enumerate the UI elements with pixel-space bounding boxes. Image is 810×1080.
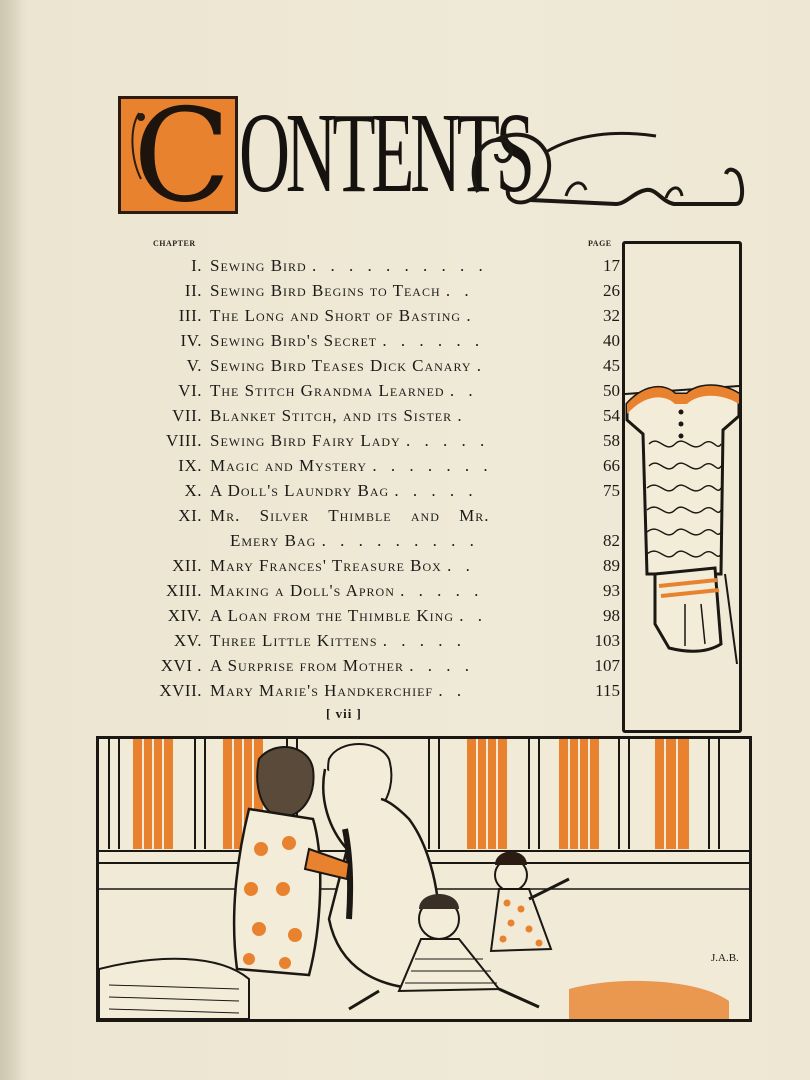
chapter-title: Sewing Bird's Secret . . . . . . xyxy=(210,331,485,350)
chapter-title: Sewing Bird . . . . . . . . . . xyxy=(210,256,488,275)
toc-row xyxy=(110,303,620,328)
chapter-title: Blanket Stitch, and its Sister . xyxy=(210,406,467,425)
bottom-illustration-panel xyxy=(96,736,752,1022)
chapter-title: Magic and Mystery . . . . . . . xyxy=(210,456,493,475)
toc-row xyxy=(110,453,620,478)
mother-and-child-with-dolls-illustration xyxy=(99,739,749,1019)
chapter-column-header: CHAPTER xyxy=(153,239,196,248)
chapter-title: A Surprise from Mother . . . . xyxy=(210,656,475,675)
chapter-number: IX. xyxy=(178,456,202,475)
contents-heading xyxy=(118,82,758,231)
chapter-number: XV. xyxy=(173,631,202,650)
chapter-number: I. xyxy=(191,256,202,275)
toc-row xyxy=(110,678,620,703)
chapter-number: XII. xyxy=(172,556,202,575)
table-of-contents xyxy=(110,253,620,703)
chapter-number: VII. xyxy=(172,406,202,425)
toc-row xyxy=(110,428,620,453)
page-number: 75 xyxy=(603,481,620,500)
chapter-title: Mary Marie's Handkerchief . . xyxy=(210,681,467,700)
side-illustration-panel xyxy=(622,241,742,733)
illuminated-initial xyxy=(118,82,238,231)
doll-sitting xyxy=(491,852,569,952)
page-number: 54 xyxy=(603,406,620,425)
page-number: 17 xyxy=(603,256,620,275)
title-flourish xyxy=(466,112,756,212)
chapter-number: XI. xyxy=(178,506,202,525)
chapter-number: III. xyxy=(178,306,202,325)
chapter-number: XVI . xyxy=(160,656,202,675)
toc-row xyxy=(110,603,620,628)
page-number: 103 xyxy=(594,631,620,650)
hanging-dress-illustration xyxy=(625,244,739,730)
toc-row xyxy=(110,378,620,403)
toc-row xyxy=(110,328,620,353)
page-number: 26 xyxy=(603,281,620,300)
folio-page-number: [ vii ] xyxy=(326,706,362,721)
page-number: 50 xyxy=(603,381,620,400)
chapter-title: Making a Doll's Apron . . . . . xyxy=(210,581,484,600)
toc-row xyxy=(110,353,620,378)
initial-letter: C xyxy=(133,82,231,231)
toc-row xyxy=(110,403,620,428)
chapter-number: IV. xyxy=(180,331,202,350)
chapter-title: The Stitch Grandma Learned . . xyxy=(210,381,478,400)
toc-row xyxy=(110,503,620,528)
page-number: 40 xyxy=(603,331,620,350)
chapter-title: Emery Bag . . . . . . . . . xyxy=(230,531,479,550)
page-number: 58 xyxy=(603,431,620,450)
page-column-header: PAGE xyxy=(588,239,612,248)
page-number: 89 xyxy=(603,556,620,575)
chapter-title: Sewing Bird Fairy Lady . . . . . xyxy=(210,431,490,450)
chapter-title: Mary Frances' Treasure Box . . xyxy=(210,556,475,575)
chapter-number: XIV. xyxy=(167,606,202,625)
page-number: 45 xyxy=(603,356,620,375)
toc-row xyxy=(110,628,620,653)
toc-row xyxy=(110,578,620,603)
toc-row xyxy=(110,253,620,278)
chapter-title: A Doll's Laundry Bag . . . . . xyxy=(210,481,478,500)
chapter-title: Sewing Bird Teases Dick Canary . xyxy=(210,356,486,375)
toc-row-continued xyxy=(110,528,620,553)
toc-row xyxy=(110,478,620,503)
chapter-number: V. xyxy=(186,356,202,375)
toc-row xyxy=(110,278,620,303)
chapter-number: II. xyxy=(184,281,202,300)
chapter-title: Sewing Bird Begins to Teach . . xyxy=(210,281,474,300)
page-number: 66 xyxy=(603,456,620,475)
artist-signature: J.A.B. xyxy=(711,952,739,964)
chapter-number: VI. xyxy=(178,381,202,400)
page-number: 82 xyxy=(603,531,620,550)
chapter-title: Three Little Kittens . . . . . xyxy=(210,631,467,650)
page-number: 98 xyxy=(603,606,620,625)
chapter-title: Mr. Silver Thimble and Mr. xyxy=(210,506,490,525)
chapter-title: The Long and Short of Basting . xyxy=(210,306,476,325)
chapter-number: X. xyxy=(184,481,202,500)
title-text: ONTENTS xyxy=(239,89,531,216)
chapter-number: VIII. xyxy=(165,431,202,450)
chapter-title: A Loan from the Thimble King . . xyxy=(210,606,487,625)
page-number: 32 xyxy=(603,306,620,325)
page-number: 107 xyxy=(594,656,620,675)
chapter-number: XIII. xyxy=(165,581,202,600)
toc-row xyxy=(110,653,620,678)
page-number: 115 xyxy=(595,681,620,700)
toc-row xyxy=(110,553,620,578)
chapter-number: XVII. xyxy=(159,681,202,700)
page-number: 93 xyxy=(603,581,620,600)
